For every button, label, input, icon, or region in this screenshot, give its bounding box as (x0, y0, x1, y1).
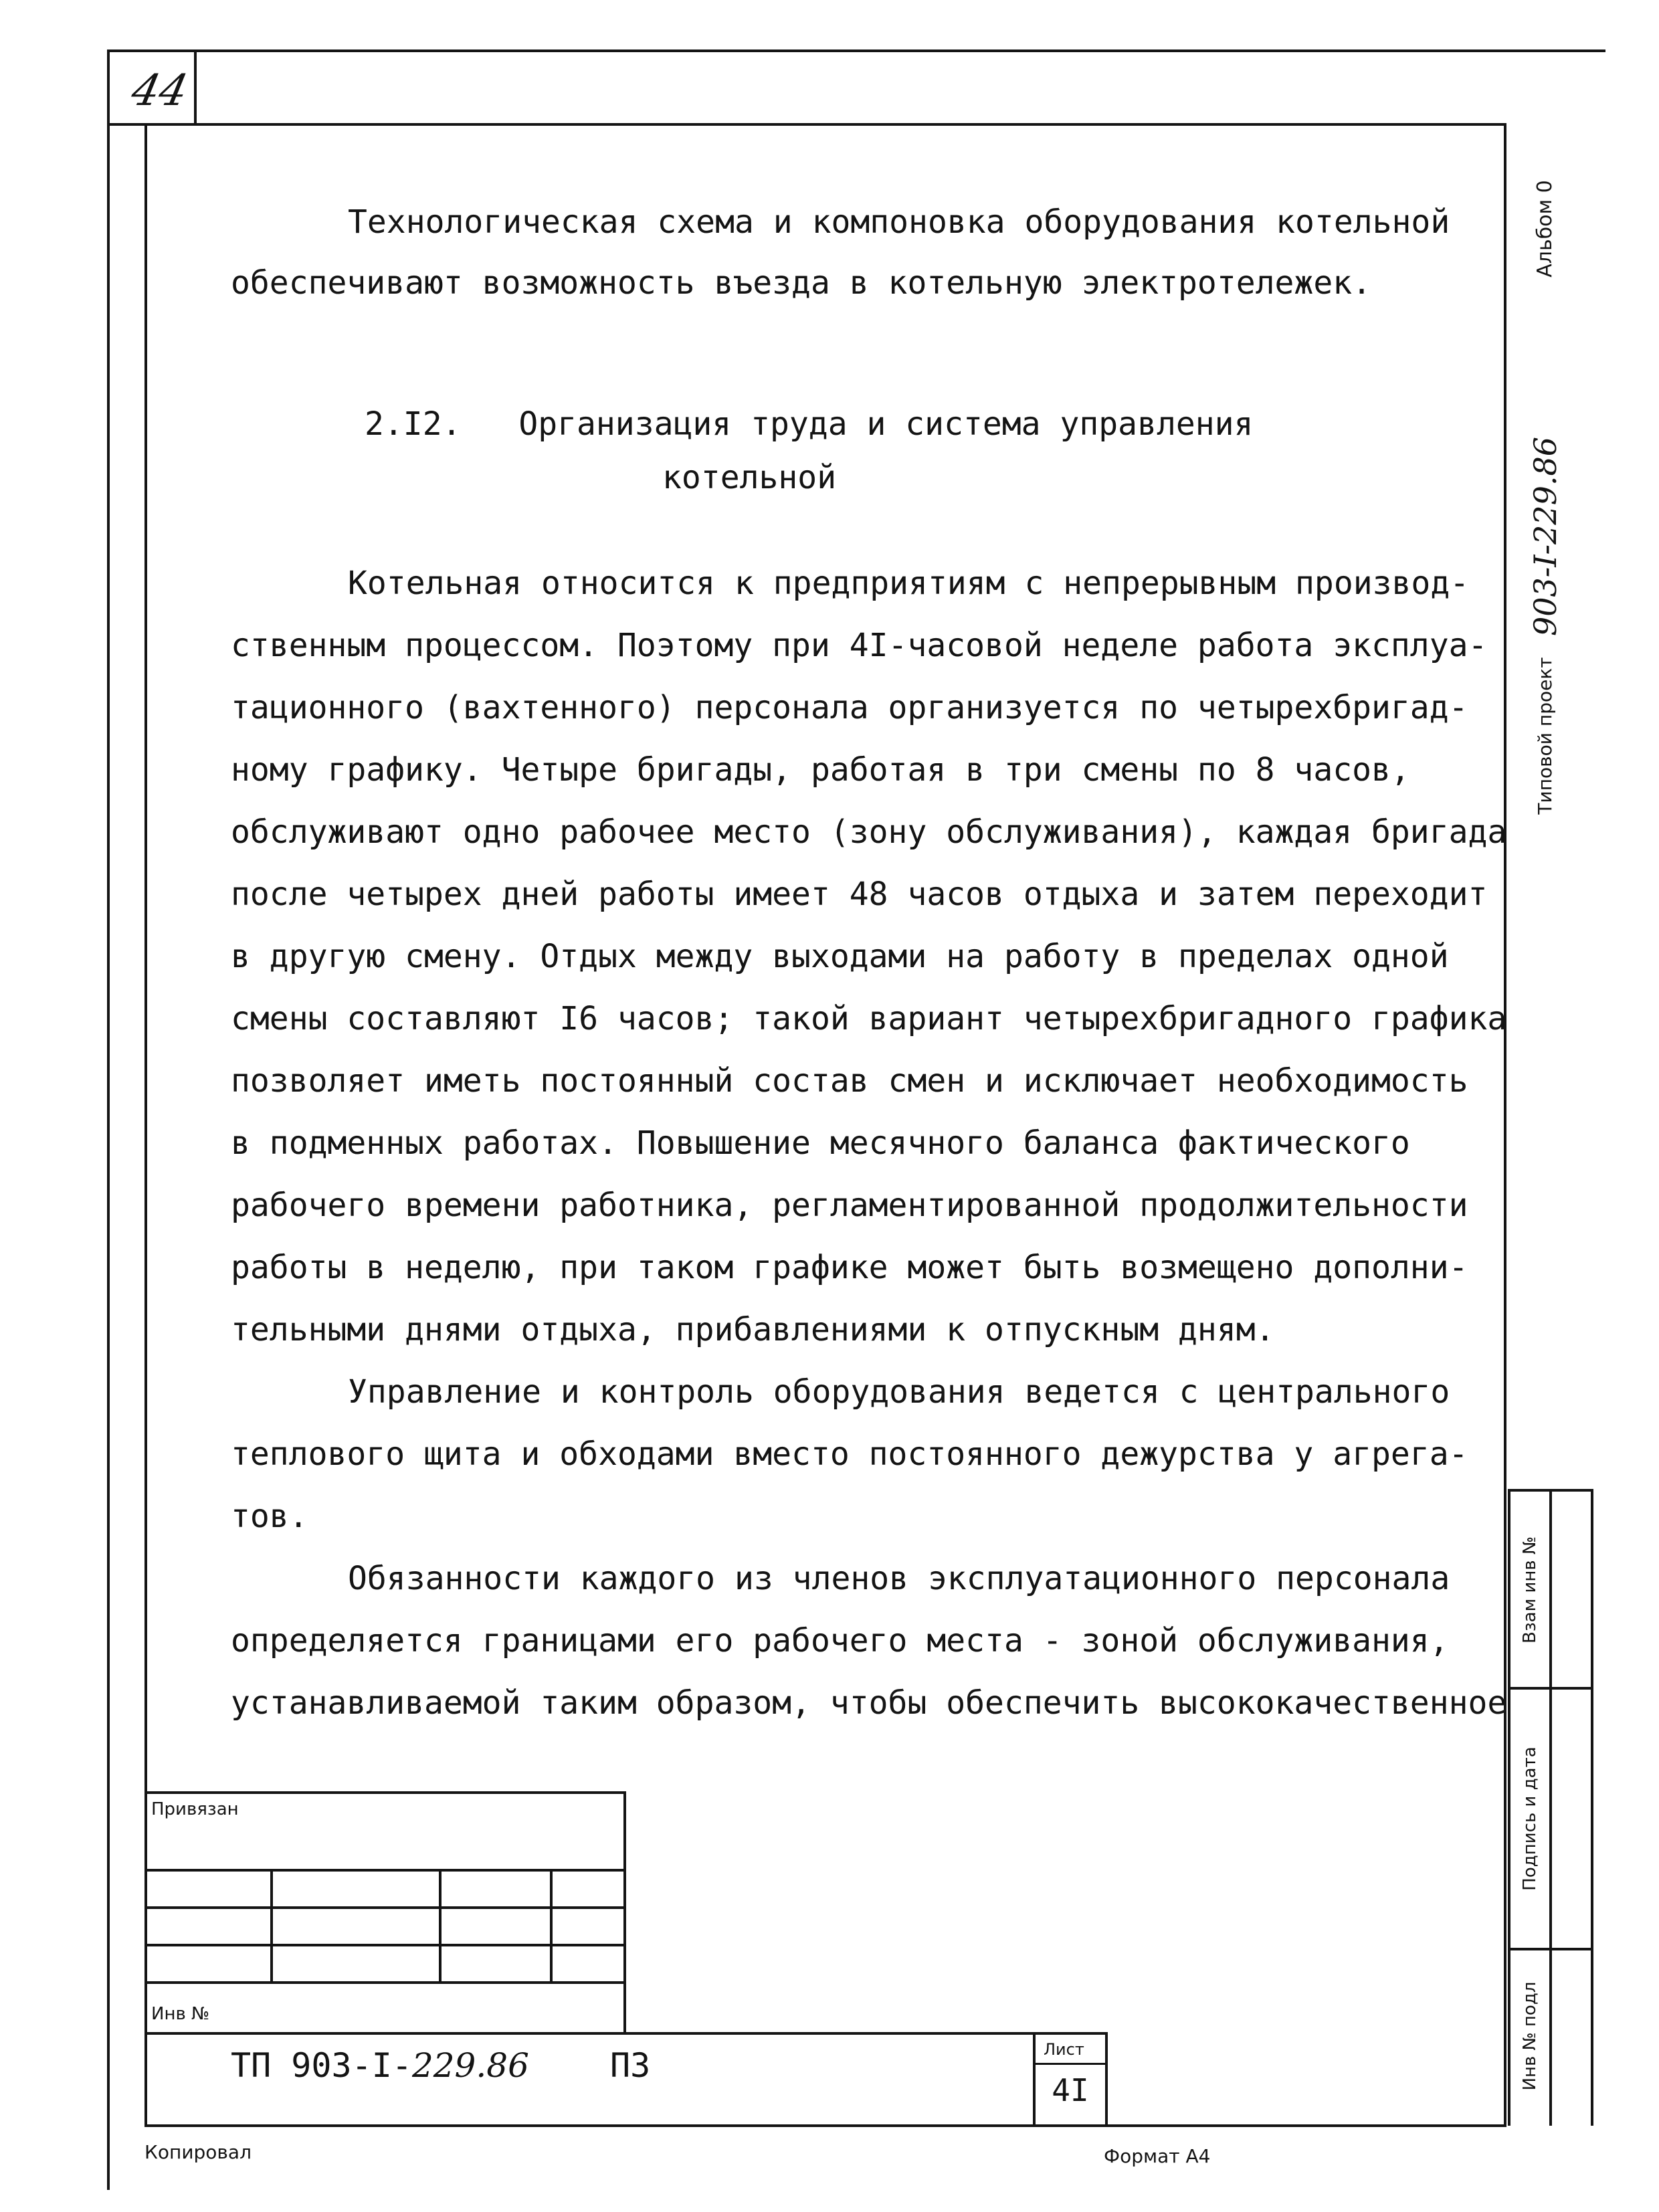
para2-line-3: тационного (вахтенного) персонала организуется по четырехбригад- (231, 689, 1468, 726)
para2-line-1: Котельная относится к предприятиям с непрерывным производ- (348, 565, 1470, 602)
stamp-row-2 (144, 1906, 626, 1909)
document-code-number: 229.86 (411, 2046, 529, 2085)
page-number: 44 (127, 66, 193, 116)
stamp-row-3 (144, 1944, 626, 1946)
para2-line-11: рабочего времени работника, регламентированной продолжительности (231, 1187, 1468, 1224)
para3-line-1: Управление и контроль оборудования ведется с центрального (348, 1373, 1450, 1411)
frame-left (144, 123, 147, 2126)
format-label: Формат А4 (1104, 2145, 1211, 2167)
para3-line-2: теплового щита и обходами вместо постоянного дежурства у агрега- (231, 1435, 1468, 1473)
para2-line-9: позволяет иметь постоянный состав смен и исключает необходимость (231, 1062, 1468, 1100)
section-heading-line-2: котельной (662, 459, 837, 496)
para3-line-3: тов. (231, 1498, 308, 1535)
para2-line-12: работы в неделю, при таком графике может быть возмещено дополни- (231, 1249, 1468, 1286)
inv-no-label: Инв № (151, 2004, 210, 2024)
side-stamp-sep-1 (1508, 1687, 1593, 1690)
frame-top (107, 123, 1505, 126)
para2-line-10: в подменных работах. Повышение месячного баланса фактического (231, 1124, 1410, 1162)
para2-line-13: тельными днями отдыха, прибавлениями к отпускным дням. (231, 1311, 1275, 1348)
para2-line-4: ному графику. Четыре бригады, работая в три смены по 8 часов, (231, 751, 1410, 789)
document-code (231, 2047, 529, 2084)
stamp-top (144, 1791, 626, 1794)
side-project-code: 903-I-229.86 (1527, 437, 1563, 637)
page-number-box-right (194, 49, 197, 124)
copied-by-label: Копировал (144, 2141, 252, 2163)
para4-line-2: определяется границами его рабочего места - зоной обслуживания, (231, 1622, 1449, 1660)
document-code-prefix: ТП 903-I- (231, 2046, 412, 2085)
signature-date-label: Подпись и дата (1520, 1746, 1540, 1891)
stamp-right (623, 1791, 626, 2033)
section-heading-line-1 (365, 404, 1301, 444)
frame-bottom (144, 2124, 1506, 2127)
para4-line-1: Обязанности каждого из членов эксплуатационного персонала (348, 1560, 1450, 1597)
side-stamp-divider (1549, 1490, 1552, 2126)
left-binding-line (107, 49, 110, 2190)
stamp-col-1 (270, 1869, 273, 1981)
top-border-line (107, 49, 1605, 52)
sheet-box-mid (1033, 2063, 1108, 2065)
side-stamp-left (1508, 1490, 1510, 2126)
section-number: 2.I2. (365, 405, 462, 443)
side-stamp-right (1591, 1490, 1593, 2126)
stamp-row-4 (144, 1981, 626, 1984)
side-stamp-top (1508, 1489, 1593, 1492)
document-type: ПЗ (610, 2046, 651, 2085)
sheet-label: Лист (1044, 2040, 1084, 2059)
stamp-row-5 (144, 2032, 1108, 2035)
para2-line-7: в другую смену. Отдых между выходами на работу в пределах одной (231, 938, 1449, 975)
para2-line-5: обслуживают одно рабочее место (зону обслуживания), каждая бригада (231, 813, 1507, 851)
side-project-label: Типовой проект (1534, 657, 1556, 815)
privyazan-label: Привязан (151, 1799, 239, 1819)
sheet-box-right (1105, 2035, 1108, 2126)
para2-line-8: смены составляют I6 часов; такой вариант четырехбригадного графика (231, 1000, 1507, 1037)
inv-podl-label: Инв № подл (1520, 1981, 1540, 2091)
sheet-number: 4I (1052, 2072, 1089, 2108)
para2-line-6: после четырех дней работы имеет 48 часов отдыха и затем переходит (231, 876, 1488, 913)
para4-line-3: устанавливаемой таким образом, чтобы обеспечить высококачественное (231, 1684, 1507, 1722)
para2-line-2: ственным процессом. Поэтому при 4I-часовой неделе работа эксплуа- (231, 627, 1488, 664)
frame-right (1504, 123, 1506, 2126)
stamp-col-2 (439, 1869, 442, 1981)
intro-line-1: Технологическая схема и компоновка оборудования котельной (348, 203, 1450, 241)
vzam-inv-label: Взам инв № (1520, 1536, 1540, 1643)
intro-line-2: обеспечивают возможность въезда в котельную электротележек. (231, 264, 1372, 302)
album-label: Альбом 0 (1533, 180, 1557, 278)
stamp-col-3 (550, 1869, 553, 1981)
stamp-row-1 (144, 1869, 626, 1872)
section-title: Организация труда и система управления (518, 405, 1254, 443)
